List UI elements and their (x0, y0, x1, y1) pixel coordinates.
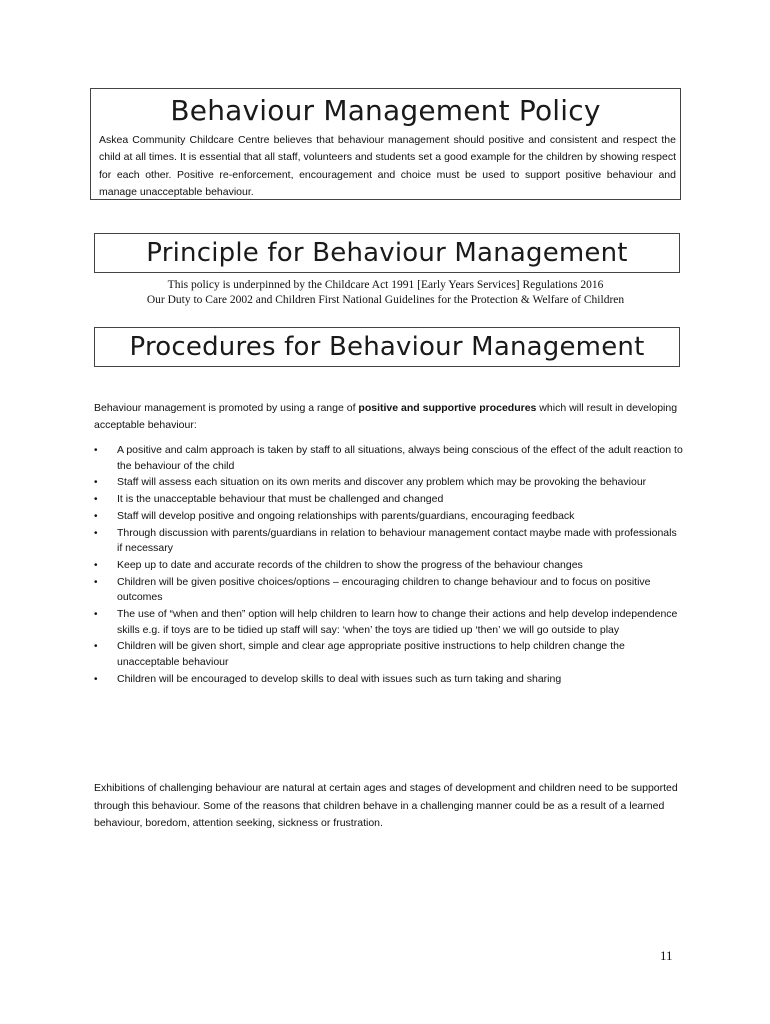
list-item-text: Staff will assess each situation on its own merits and discover any problem which may be provoking the behaviour (117, 476, 647, 489)
bullet-icon: • (94, 609, 98, 621)
list-item (94, 672, 684, 688)
bullet-icon: • (94, 576, 98, 588)
bullet-icon: • (94, 527, 98, 539)
list-item-text: It is the unacceptable behaviour that must be challenged and changed (117, 493, 444, 506)
list-item (94, 575, 684, 606)
procedures-intro-start: Behaviour management is promoted by using a range of (94, 402, 359, 414)
closing-paragraph: Exhibitions of challenging behaviour are natural at certain ages and stages of development and children need to be supported through this behaviour. Some of the reasons that children behave in a challenging manner could be as a result of a learned behaviour, boredom, attention seeking, sickness or frustration. (94, 782, 678, 829)
list-item-text: Children will be encouraged to develop skills to deal with issues such as turn taking and sharing (117, 672, 562, 685)
bullet-icon: • (94, 445, 98, 456)
procedures-intro (94, 400, 684, 433)
list-item (94, 492, 684, 508)
principle-line-2: Our Duty to Care 2002 and Children First National Guidelines for the Protection & Welfare of Children (146, 294, 625, 306)
principle-title: Principle for Behaviour Management (146, 238, 628, 268)
list-item (94, 639, 684, 670)
list-item-text: Staff will develop positive and ongoing relationships with parents/guardians, encouraging feedback (117, 509, 575, 522)
list-item-text: The use of “when and then” option will help children to learn how to change their actions and help develop independence skills e.g. if toys are to be tidied up staff will say: ‘when’ the toys are tidied up ‘then’ we will go outside to play (117, 608, 678, 636)
page-number: 11 (660, 948, 673, 963)
list-item-text: Keep up to date and accurate records of the children to show the progress of the behaviour changes (117, 558, 583, 571)
list-item (94, 509, 684, 525)
policy-title: Behaviour Management Policy (170, 94, 601, 127)
procedures-title: Procedures for Behaviour Management (129, 332, 645, 362)
bullet-icon: • (94, 641, 98, 653)
policy-intro: Askea Community Childcare Centre believes that behaviour management should positive and consistent and respect the child at all times. It is essential that all staff, volunteers and students set a good example for the children by showing respect for each other. Positive re-enforcement, encouragement and choice must be used to support positive behaviour and manage unacceptable behaviour. (99, 134, 676, 198)
bullet-icon: • (94, 477, 98, 489)
bullet-icon: • (94, 510, 98, 522)
procedures-intro-end: which will result in developing acceptable behaviour: (94, 402, 678, 431)
list-item (94, 607, 684, 638)
bullet-icon: • (94, 673, 98, 685)
procedures-intro-emphasis: positive and supportive procedures (358, 402, 537, 414)
list-item (94, 443, 684, 474)
list-item-text: Children will be given short, simple and clear age appropriate positive instructions to help children change the unacceptable behaviour (117, 640, 625, 668)
list-item-text: Through discussion with parents/guardians in relation to behaviour management contact maybe made with professionals if necessary (117, 526, 677, 555)
policy-section (90, 88, 681, 200)
principle-section (94, 233, 680, 273)
list-item (94, 526, 684, 557)
list-item (94, 558, 684, 574)
procedures-list (94, 443, 684, 688)
principle-line-1: This policy is underpinned by the Childcare Act 1991 [Early Years Services] Regulations 2016 (167, 279, 604, 291)
list-item-text: A positive and calm approach is taken by staff to all situations, always being conscious of the effect of the adult reaction to the behaviour of the child (117, 444, 683, 472)
bullet-icon: • (94, 494, 98, 506)
principle-text (90, 278, 681, 308)
list-item (94, 475, 684, 491)
bullet-icon: • (94, 559, 98, 571)
procedures-section (94, 327, 680, 367)
list-item-text: Children will be given positive choices/options – encouraging children to change behaviour and to focus on positive outcomes (117, 575, 651, 604)
